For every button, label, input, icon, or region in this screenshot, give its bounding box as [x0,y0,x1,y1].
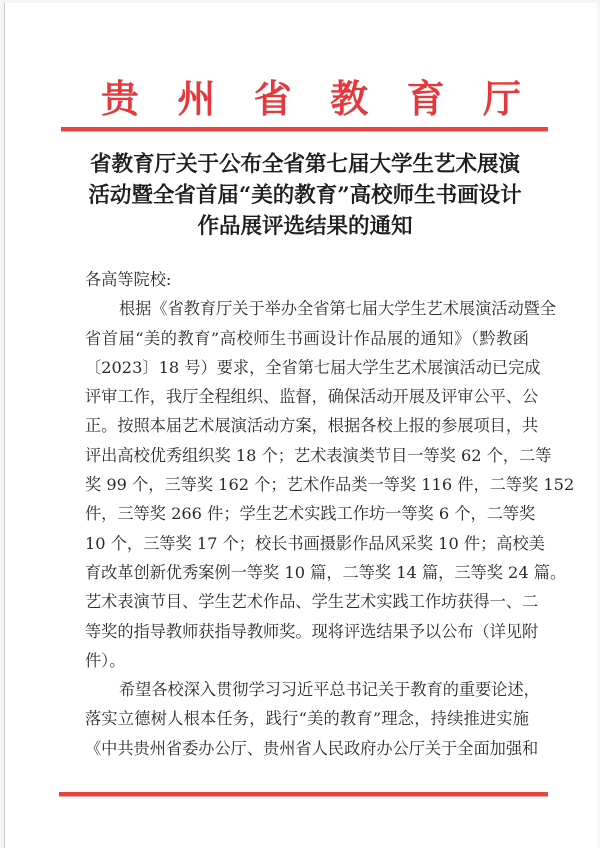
paragraph-2 [85,675,540,763]
letterhead-issuer [101,75,521,123]
body-line: 评审工作，我厅全程组织、监督，确保活动开展及评审公平、公 [85,387,539,407]
body-line: 希望各校深入贯彻学习习近平总书记关于教育的重要论述， [119,680,540,700]
document-title [45,149,565,242]
body-line: 《中共贵州省委办公厅、贵州省人民政府办公厅关于全面加强和 [85,738,539,758]
paragraph-1 [85,294,575,675]
letterhead-char: 育 [406,76,445,121]
body-line: 落实立德树人根本任务，践行“美的教育”理念，持续推进实施 [85,709,529,729]
body-line: 等奖的指导教师获指导教师奖。现将评选结果予以公布（详见附 [85,621,539,641]
letterhead-red-rule [61,127,548,131]
body-line: 根据《省教育厅关于举办全省第七届大学生艺术展演活动暨全 [119,299,557,319]
body-line: 件）。 [85,650,126,670]
letterhead-char: 厅 [482,76,521,121]
body-line: 育改革创新优秀案例一等奖 10 篇，二等奖 14 篇，三等奖 24 篇。 [85,562,567,582]
body-line: 件，三等奖 266 件；学生艺术实践工作坊一等奖 6 个，二等奖 [85,504,536,524]
body-line: 10 个，三等奖 17 个；校长书画摄影作品风采奖 10 件；高校美 [85,533,545,553]
body-line: 评出高校优秀组织奖 18 个；艺术表演类节目一等奖 62 个，二等 [85,445,552,465]
letterhead-char: 省 [253,76,292,121]
title-line: 作品展评选结果的通知 [197,214,413,239]
letterhead-char: 州 [177,76,216,121]
body-line: 〔2023〕18 号）要求，全省第七届大学生艺术展演活动已完成 [85,357,541,377]
letterhead-char: 教 [330,76,369,121]
title-line: 省教育厅关于公布全省第七届大学生艺术展演 [89,152,520,177]
letterhead-char: 贵 [101,76,140,121]
document-body [85,265,575,763]
title-line: 活动暨全省首届“美的教育”高校师生书画设计 [88,183,522,208]
body-line: 省首届“美的教育”高校师生书画设计作品展的通知》（黔教函 [85,328,529,348]
body-line: 正。按照本届艺术展演活动方案，根据各校上报的参展项目，共 [85,416,539,436]
footer-red-rule [59,792,548,796]
document-page [4,3,597,848]
salutation: 各高等院校: [85,270,172,289]
body-line: 奖 99 个，三等奖 162 个；艺术作品类一等奖 116 件，二等奖 152 [85,475,575,495]
body-line: 艺术表演节目、学生艺术作品、学生艺术实践工作坊获得一、二 [85,592,539,612]
